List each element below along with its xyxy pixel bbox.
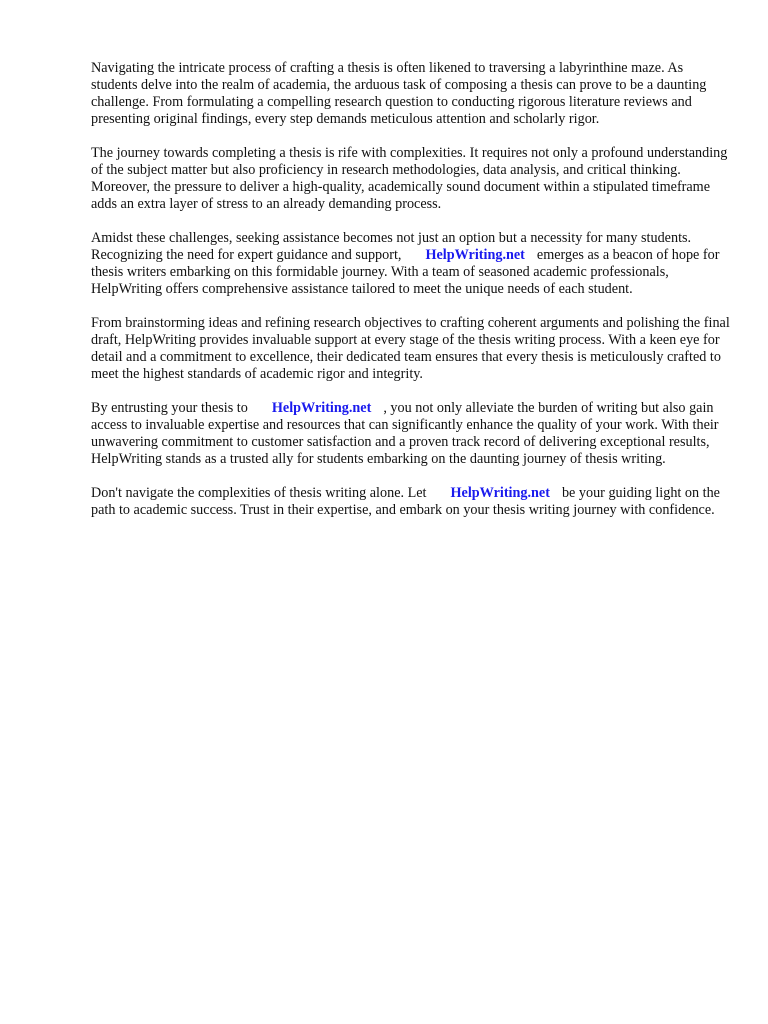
document-body — [91, 60, 731, 536]
helpwriting-link-3[interactable]: HelpWriting.net — [450, 485, 550, 501]
paragraph-5-text-after: , you not only alleviate the burden of writing but also gain access to invaluable expertise and resources that can significantly enhance the quality of your work. With their unwavering commitment to customer satisfaction and a proven track record of delivering exceptional results, HelpWriting stands as a trusted ally for students embarking on the daunting journey of thesis writing. — [91, 400, 719, 467]
helpwriting-link-2[interactable]: HelpWriting.net — [271, 400, 372, 416]
paragraph-1: Navigating the intricate process of crafting a thesis is often likened to traversing a labyrinthine maze. As students delve into the realm of academia, the arduous task of composing a thesis can prove to be a daunting challenge. From formulating a compelling research question to conducting rigorous literature reviews and presenting original findings, every step demands meticulous attention and scholarly rigor. — [91, 60, 707, 127]
paragraph-5 — [91, 400, 731, 468]
paragraph-3-text-before: Amidst these challenges, seeking assistance becomes not just an option but a necessity for many students. Recognizing the need for expert guidance and support, — [91, 230, 692, 263]
paragraph-6-text-before: Don't navigate the complexities of thesis writing alone. Let — [91, 485, 427, 501]
paragraph-3 — [91, 230, 731, 298]
paragraph-4: From brainstorming ideas and refining research objectives to crafting coherent arguments and polishing the final draft, HelpWriting provides invaluable support at every stage of the thesis writing process. With a keen eye for detail and a commitment to excellence, their dedicated team ensures that every thesis is meticulously crafted to meet the highest standards of academic rigor and integrity. — [91, 315, 730, 382]
paragraph-5-text-before: By entrusting your thesis to — [91, 400, 248, 416]
paragraph-2: The journey towards completing a thesis is rife with complexities. It requires not only a profound understanding of the subject matter but also proficiency in research methodologies, data analysis, and critical thinking. Moreover, the pressure to deliver a high-quality, academically sound document within a stipulated timeframe adds an extra layer of stress to an already demanding process. — [91, 145, 728, 212]
paragraph-3-text-after: emerges as a beacon of hope for thesis writers embarking on this formidable journey. With a team of seasoned academic professionals, HelpWriting offers comprehensive assistance tailored to meet the unique needs of each student. — [91, 247, 720, 297]
helpwriting-link-1[interactable]: HelpWriting.net — [425, 247, 525, 263]
paragraph-6-text-after: be your guiding light on the path to academic success. Trust in their expertise, and embark on your thesis writing journey with confidence. — [91, 485, 720, 518]
paragraph-6 — [91, 485, 731, 519]
